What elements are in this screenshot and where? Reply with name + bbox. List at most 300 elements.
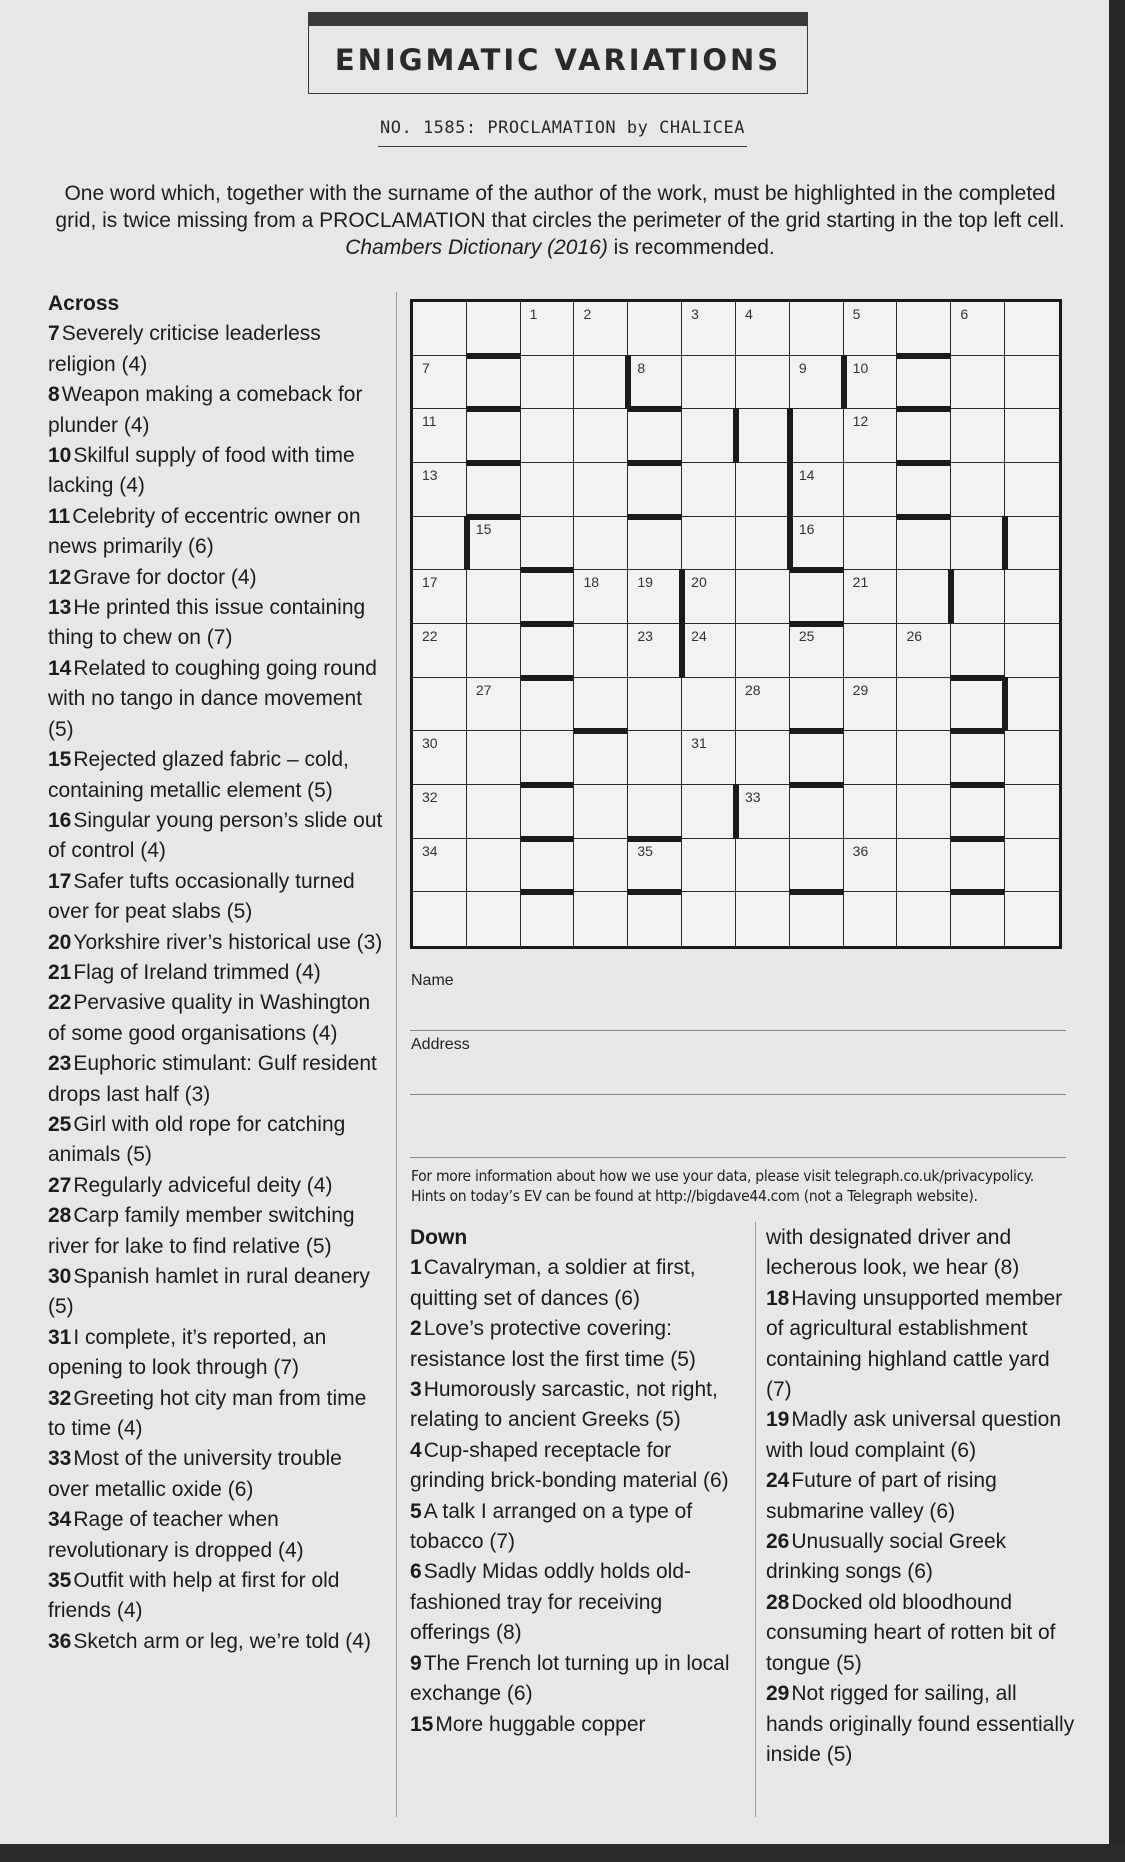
grid-cell[interactable]: [1005, 570, 1059, 624]
clue-item: [48, 502, 383, 563]
clue-item: [410, 1436, 730, 1497]
name-label: Name: [411, 972, 454, 989]
down-clues-col-2: [766, 1223, 1076, 1770]
grid-cell[interactable]: [897, 785, 951, 839]
name-line[interactable]: [410, 1030, 1066, 1031]
clue-number: 13: [48, 596, 72, 620]
grid-cell-number: 24: [691, 628, 707, 644]
down-column-divider: [755, 1222, 756, 1817]
clue-text: The French lot turning up in local exchange (6): [410, 1651, 730, 1706]
grid-cell[interactable]: [951, 356, 1005, 410]
grid-cell-number: 36: [852, 842, 869, 859]
grid-cell[interactable]: [467, 624, 521, 678]
grid-cell[interactable]: [844, 785, 898, 839]
grid-cell[interactable]: [790, 302, 844, 356]
grid-cell[interactable]: [844, 302, 898, 356]
grid-cell-number: 31: [691, 735, 707, 752]
clue-item: [48, 319, 383, 380]
clue-item: [48, 867, 383, 928]
grid-cell-number: 11: [422, 413, 437, 430]
grid-cell[interactable]: [951, 463, 1005, 517]
grid-cell[interactable]: [628, 517, 682, 571]
grid-cell-number: 5: [852, 306, 861, 322]
puzzle-title: ENIGMATIC VARIATIONS: [334, 42, 782, 77]
clue-number: 4: [410, 1438, 422, 1462]
crossword-grid[interactable]: [410, 299, 1062, 949]
clue-number: 5: [410, 1499, 422, 1523]
grid-cell[interactable]: [844, 356, 898, 410]
grid-cell[interactable]: [628, 678, 682, 732]
address-label: Address: [411, 1036, 470, 1053]
grid-cell[interactable]: [413, 731, 467, 785]
grid-cell[interactable]: [736, 785, 790, 839]
clue-text: Unusually social Greek drinking songs (6): [766, 1530, 1007, 1584]
grid-cell-number: 14: [798, 467, 815, 483]
grid-cell[interactable]: [682, 409, 736, 463]
grid-cell[interactable]: [951, 785, 1005, 839]
grid-cell[interactable]: [790, 731, 844, 785]
clue-number: 15: [410, 1712, 434, 1736]
grid-cell[interactable]: [628, 302, 682, 356]
clue-number: 31: [48, 1325, 72, 1349]
across-heading: Across: [48, 292, 120, 315]
clue-item: [48, 1627, 383, 1657]
clue-text: Rage of teacher when revolutionary is dropped (4): [48, 1508, 304, 1562]
grid-cell-number: 26: [906, 628, 923, 644]
grid-cell[interactable]: [467, 731, 521, 785]
grid-cell[interactable]: [521, 624, 575, 678]
grid-cell[interactable]: [897, 517, 951, 571]
clue-number: 20: [48, 930, 72, 954]
clue-text: Regularly adviceful deity (4): [73, 1173, 333, 1197]
grid-cell[interactable]: [521, 678, 575, 732]
clue-item: [48, 1323, 383, 1384]
clue-number: 17: [48, 869, 72, 893]
grid-cell[interactable]: [951, 678, 1005, 732]
clue-number: 21: [48, 960, 72, 984]
grid-cell-number: 34: [422, 842, 438, 859]
grid-cell[interactable]: [521, 785, 575, 839]
grid-cell[interactable]: [574, 463, 628, 517]
grid-cell-number: 25: [798, 628, 815, 644]
grid-cell[interactable]: [521, 517, 575, 571]
grid-cell[interactable]: [574, 678, 628, 732]
clue-text: Grave for doctor (4): [73, 565, 257, 589]
grid-cell[interactable]: [628, 892, 682, 946]
clue-item: [48, 654, 383, 745]
grid-cell[interactable]: [628, 731, 682, 785]
clue-text: Yorkshire river’s historical use (3): [73, 930, 383, 954]
clue-number: 36: [48, 1629, 72, 1653]
clue-text: Love’s protective covering: resistance lost the first time (5): [410, 1317, 696, 1371]
clue-item: [410, 1253, 730, 1314]
grid-cell[interactable]: [682, 463, 736, 517]
grid-cell-number: 18: [583, 574, 600, 591]
grid-cell[interactable]: [897, 624, 951, 678]
clue-number: 2: [410, 1317, 422, 1341]
page-bottom-rule: [0, 1844, 1125, 1862]
grid-cell[interactable]: [844, 517, 898, 571]
clue-number: 30: [48, 1265, 72, 1288]
grid-cell[interactable]: [736, 892, 790, 946]
clue-text: Having unsupported member of agricultural establishment containing highland cattle yard (7): [766, 1286, 1063, 1402]
grid-cell[interactable]: [521, 409, 575, 463]
clue-item: [48, 1171, 383, 1201]
clue-text: Not rigged for sailing, all hands originally found essentially inside (5): [766, 1682, 1075, 1766]
clue-number: 11: [48, 504, 71, 528]
clue-number: 26: [766, 1530, 790, 1554]
grid-cell[interactable]: [521, 302, 575, 356]
grid-cell[interactable]: [736, 302, 790, 356]
privacy-note: [411, 1166, 1081, 1206]
grid-cell[interactable]: [790, 785, 844, 839]
grid-cell[interactable]: [628, 785, 682, 839]
grid-cell[interactable]: [467, 892, 521, 946]
grid-cell[interactable]: [574, 624, 628, 678]
clue-text: Girl with old rope for catching animals (5): [48, 1112, 346, 1167]
grid-cell-number: 33: [744, 789, 761, 805]
grid-cell[interactable]: [1005, 517, 1059, 571]
clue-text: More huggable copper: [435, 1712, 646, 1736]
clue-item: [766, 1405, 1076, 1466]
clue-text: Future of part of rising submarine valley (6): [766, 1469, 997, 1523]
grid-cell-number: 30: [422, 735, 438, 752]
clue-item: [48, 745, 383, 806]
grid-cell[interactable]: [628, 839, 682, 893]
clue-number: 23: [48, 1052, 72, 1076]
clue-number: 18: [766, 1286, 790, 1310]
clue-item: [48, 1201, 383, 1262]
clue-text: I complete, it’s reported, an opening to look through (7): [48, 1325, 327, 1380]
grid-cell[interactable]: [574, 302, 628, 356]
grid-cell-number: 13: [422, 467, 438, 483]
clue-number: 28: [48, 1204, 72, 1228]
clue-item: [410, 1649, 730, 1710]
grid-cell[interactable]: [682, 302, 736, 356]
clue-item: [48, 1505, 383, 1566]
grid-cell[interactable]: [521, 570, 575, 624]
down-heading: Down: [410, 1226, 468, 1249]
preamble-italic: Chambers Dictionary (2016): [345, 236, 608, 259]
clue-item: [410, 1375, 730, 1436]
grid-cell[interactable]: [467, 570, 521, 624]
grid-cell[interactable]: [413, 678, 467, 732]
grid-cell-number: 32: [422, 789, 438, 805]
grid-cell-number: 7: [422, 359, 430, 376]
clue-text: Outfit with help at first for old friends (4): [48, 1569, 340, 1623]
address-line-2[interactable]: [410, 1157, 1066, 1158]
clue-text: Rejected glazed fabric – cold, containing metallic element (5): [48, 748, 349, 802]
clue-number: 6: [410, 1560, 422, 1584]
clue-text: Sketch arm or leg, we’re told (4): [73, 1629, 371, 1653]
grid-cell[interactable]: [413, 570, 467, 624]
clue-text: Flag of Ireland trimmed (4): [73, 960, 321, 984]
grid-cell[interactable]: [897, 892, 951, 946]
grid-cell[interactable]: [574, 409, 628, 463]
grid-cell[interactable]: [1005, 463, 1059, 517]
grid-cell[interactable]: [467, 463, 521, 517]
clue-item: [48, 1566, 383, 1627]
clue-item: [48, 988, 383, 1049]
grid-cell[interactable]: [628, 570, 682, 624]
clue-text: Greeting hot city man from time to time (4): [48, 1386, 367, 1441]
grid-cell[interactable]: [844, 678, 898, 732]
grid-cell[interactable]: [467, 356, 521, 410]
clue-text: He printed this issue containing thing to chew on (7): [48, 596, 366, 650]
clue-text: Celebrity of eccentric owner on news primarily (6): [48, 504, 361, 559]
grid-cell[interactable]: [467, 409, 521, 463]
clue-item: [48, 1110, 383, 1171]
grid-cell-number: 1: [529, 306, 538, 322]
grid-cell[interactable]: [897, 839, 951, 893]
grid-cell-number: 17: [422, 574, 438, 591]
clue-number: 27: [48, 1173, 72, 1197]
grid-cell-number: 2: [583, 306, 592, 322]
grid-cell[interactable]: [521, 839, 575, 893]
grid-cell[interactable]: [736, 678, 790, 732]
grid-cell-number: 12: [852, 413, 869, 430]
grid-cell[interactable]: [574, 785, 628, 839]
grid-cell[interactable]: [951, 731, 1005, 785]
grid-cell[interactable]: [413, 463, 467, 517]
grid-cell[interactable]: [682, 892, 736, 946]
clue-number: 14: [48, 656, 72, 680]
clue-text: Sadly Midas oddly holds old-fashioned tray for receiving offerings (8): [410, 1560, 691, 1645]
clue-number: 24: [766, 1469, 790, 1493]
clue-number: 16: [48, 808, 72, 832]
privacy-line-2: Hints on today’s EV can be found at http://bigdave44.com (not a Telegraph website).: [411, 1187, 978, 1205]
grid-cell[interactable]: [1005, 892, 1059, 946]
grid-cell[interactable]: [1005, 624, 1059, 678]
clue-number: 3: [410, 1378, 422, 1402]
clue-number: 10: [48, 444, 72, 468]
clue-item: [48, 806, 383, 867]
grid-cell[interactable]: [844, 892, 898, 946]
grid-cell-number: 4: [744, 306, 753, 322]
clue-item: [48, 928, 383, 958]
grid-cell[interactable]: [521, 892, 575, 946]
grid-cell[interactable]: [413, 302, 467, 356]
clue-number: 8: [48, 383, 60, 407]
clue-text: Most of the university trouble over metallic oxide (6): [48, 1447, 342, 1501]
clue-text: Severely criticise leaderless religion (4): [48, 322, 321, 376]
grid-cell[interactable]: [897, 356, 951, 410]
grid-cell[interactable]: [844, 409, 898, 463]
clue-item: [410, 1497, 730, 1558]
clue-text: Singular young person’s slide out of control (4): [48, 808, 383, 863]
clue-item: [410, 1557, 730, 1648]
column-divider: [396, 292, 397, 1817]
grid-cell[interactable]: [844, 463, 898, 517]
grid-cell[interactable]: [413, 356, 467, 410]
grid-cell[interactable]: [897, 678, 951, 732]
grid-cell[interactable]: [467, 517, 521, 571]
grid-cell[interactable]: [951, 892, 1005, 946]
grid-cell[interactable]: [413, 839, 467, 893]
across-clues: [48, 289, 383, 1657]
grid-cell[interactable]: [736, 517, 790, 571]
grid-cell-number: 29: [852, 681, 869, 698]
clue-number: 19: [766, 1408, 790, 1432]
grid-cell[interactable]: [682, 785, 736, 839]
grid-cell[interactable]: [951, 624, 1005, 678]
clue-number: 9: [410, 1651, 422, 1675]
clue-text: with designated driver and lecherous look, we hear (8): [766, 1226, 1020, 1280]
grid-cell[interactable]: [951, 409, 1005, 463]
address-line-1[interactable]: [410, 1094, 1066, 1095]
grid-cell[interactable]: [413, 624, 467, 678]
clue-text: Skilful supply of food with time lacking (4): [48, 444, 355, 498]
clue-number: 32: [48, 1386, 72, 1410]
clue-item: [48, 1049, 383, 1110]
grid-cell[interactable]: [951, 517, 1005, 571]
clue-number: 12: [48, 565, 72, 589]
grid-cell[interactable]: [682, 839, 736, 893]
puzzle-subtitle: NO. 1585: PROCLAMATION by CHALICEA: [378, 118, 747, 147]
clue-item: [48, 1262, 383, 1323]
grid-cell[interactable]: [897, 731, 951, 785]
grid-cell[interactable]: [844, 570, 898, 624]
grid-cell-number: 27: [475, 681, 492, 698]
clue-text: Cavalryman, a soldier at first, quitting set of dances (6): [410, 1256, 696, 1310]
clue-item: [48, 563, 383, 593]
grid-cell[interactable]: [628, 409, 682, 463]
clue-text: Weapon making a comeback for plunder (4): [48, 383, 363, 437]
grid-cell[interactable]: [574, 570, 628, 624]
preamble: [50, 180, 1070, 261]
clue-number: 22: [48, 991, 72, 1015]
grid-cell[interactable]: [574, 517, 628, 571]
grid-cell[interactable]: [1005, 409, 1059, 463]
grid-cell[interactable]: [790, 624, 844, 678]
grid-cell[interactable]: [682, 678, 736, 732]
grid-cell[interactable]: [1005, 839, 1059, 893]
grid-cell[interactable]: [951, 302, 1005, 356]
grid-cell[interactable]: [790, 463, 844, 517]
clue-text: Madly ask universal question with loud complaint (6): [766, 1408, 1061, 1462]
grid-cell-number: 16: [798, 520, 815, 537]
grid-cell[interactable]: [897, 570, 951, 624]
grid-cell[interactable]: [628, 624, 682, 678]
grid-cell[interactable]: [574, 892, 628, 946]
grid-cell[interactable]: [1005, 678, 1059, 732]
grid-cell[interactable]: [682, 731, 736, 785]
grid-cell[interactable]: [844, 624, 898, 678]
grid-cell[interactable]: [682, 517, 736, 571]
grid-cell[interactable]: [736, 624, 790, 678]
clue-item: [48, 1444, 383, 1505]
grid-cell[interactable]: [467, 678, 521, 732]
clue-item: [766, 1527, 1076, 1588]
clue-text: Docked old bloodhound consuming heart of rotten bit of tongue (5): [766, 1590, 1056, 1675]
clue-item: [48, 380, 383, 441]
grid-cell[interactable]: [736, 839, 790, 893]
clue-item: [766, 1284, 1076, 1406]
grid-cell[interactable]: [682, 624, 736, 678]
grid-cell-number: 15: [475, 520, 492, 537]
grid-cell[interactable]: [790, 517, 844, 571]
grid-cell[interactable]: [790, 839, 844, 893]
clue-item: [410, 1710, 730, 1740]
preamble-text-2: is recommended.: [607, 236, 775, 259]
grid-cell[interactable]: [790, 678, 844, 732]
grid-cell[interactable]: [790, 892, 844, 946]
grid-cell[interactable]: [736, 409, 790, 463]
grid-cell[interactable]: [736, 356, 790, 410]
grid-cell[interactable]: [413, 785, 467, 839]
grid-cell[interactable]: [1005, 731, 1059, 785]
clue-text: Pervasive quality in Washington of some good organisations (4): [48, 991, 371, 1045]
grid-cell[interactable]: [790, 409, 844, 463]
clue-text: Humorously sarcastic, not right, relating to ancient Greeks (5): [410, 1378, 718, 1432]
clue-item: [766, 1223, 1076, 1284]
clue-item: [766, 1679, 1076, 1770]
clue-item: [48, 441, 383, 502]
grid-cell[interactable]: [574, 356, 628, 410]
grid-cell-number: 9: [798, 359, 807, 376]
clue-number: 35: [48, 1569, 72, 1593]
grid-cell[interactable]: [682, 570, 736, 624]
grid-cell[interactable]: [467, 785, 521, 839]
grid-cell[interactable]: [574, 839, 628, 893]
grid-cell-number: 22: [422, 628, 438, 644]
clue-number: 34: [48, 1508, 72, 1532]
grid-cell[interactable]: [736, 570, 790, 624]
grid-cell[interactable]: [413, 517, 467, 571]
grid-cell[interactable]: [790, 356, 844, 410]
clue-text: Related to coughing going round with no tango in dance movement (5): [48, 656, 377, 741]
grid-cell[interactable]: [1005, 785, 1059, 839]
grid-cell[interactable]: [628, 463, 682, 517]
grid-cell[interactable]: [897, 463, 951, 517]
grid-cell[interactable]: [682, 356, 736, 410]
clue-item: [48, 1384, 383, 1445]
clue-item: [766, 1588, 1076, 1679]
grid-cell-number: 20: [691, 574, 707, 591]
grid-cell-number: 10: [852, 359, 869, 376]
grid-cell[interactable]: [467, 302, 521, 356]
grid-cell-number: 28: [744, 681, 761, 698]
grid-cell[interactable]: [844, 731, 898, 785]
clue-item: [48, 958, 383, 988]
privacy-line-1: For more information about how we use your data, please visit telegraph.co.uk/privacypolicy.: [411, 1167, 1034, 1185]
grid-cell[interactable]: [790, 570, 844, 624]
clue-number: 1: [410, 1256, 422, 1280]
grid-cell[interactable]: [736, 463, 790, 517]
grid-cell[interactable]: [521, 356, 575, 410]
grid-cell[interactable]: [413, 892, 467, 946]
puzzle-subtitle-wrap: [0, 118, 1125, 147]
clue-item: [410, 1314, 730, 1375]
grid-cell[interactable]: [521, 731, 575, 785]
grid-cell[interactable]: [1005, 302, 1059, 356]
grid-cell[interactable]: [897, 409, 951, 463]
grid-cell[interactable]: [628, 356, 682, 410]
clue-number: 7: [48, 322, 60, 346]
grid-cell[interactable]: [521, 463, 575, 517]
grid-cell[interactable]: [413, 409, 467, 463]
grid-cell[interactable]: [844, 839, 898, 893]
grid-cell[interactable]: [897, 302, 951, 356]
grid-cell[interactable]: [736, 731, 790, 785]
grid-cell[interactable]: [1005, 356, 1059, 410]
grid-cell[interactable]: [951, 570, 1005, 624]
clue-number: 28: [766, 1590, 790, 1614]
preamble-text-1: One word which, together with the surname of the author of the work, must be highlighted in the completed grid, is twice missing from a PROCLAMATION that circles the perimeter of the grid starting in the top left cell.: [55, 182, 1065, 232]
grid-cell[interactable]: [951, 839, 1005, 893]
grid-cell[interactable]: [574, 731, 628, 785]
grid-cell[interactable]: [467, 839, 521, 893]
